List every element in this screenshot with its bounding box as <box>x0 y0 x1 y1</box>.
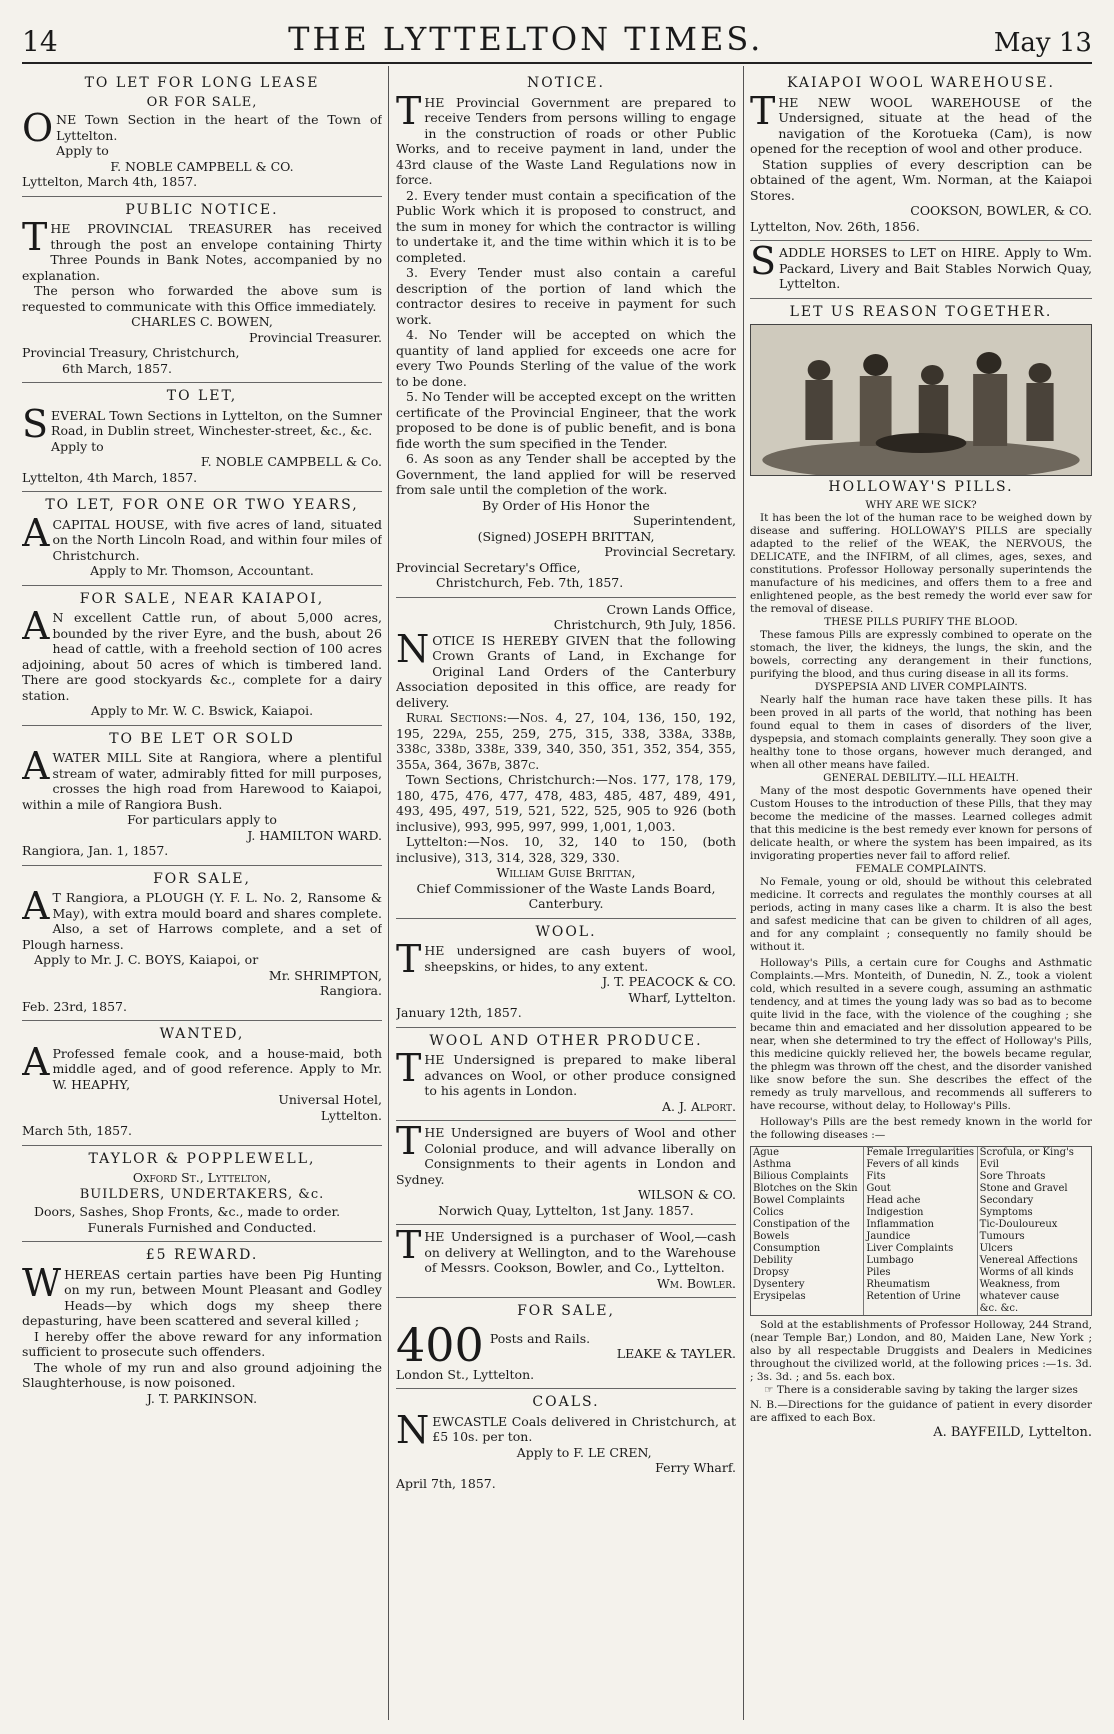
ad-signature: WILSON & CO. <box>638 1187 736 1202</box>
ad-body: THE NEW WOOL WAREHOUSE of the Undersigned, situate at the head of the navigation of the Korotueka (Cam), is now opened for the reception of wool and other produce. <box>750 88 1092 156</box>
ad-wool <box>396 919 736 1028</box>
ad-office: Crown Lands Office, <box>606 601 736 617</box>
disease-item: Bilious Complaints <box>753 1170 849 1182</box>
ad-date: Christchurch, 9th July, 1856. <box>553 617 736 632</box>
disease-item: Head ache <box>866 1194 921 1206</box>
disease-item: Bowel Complaints <box>753 1194 845 1206</box>
ad-body: ONE Town Section in the heart of the Town of Lyttelton. <box>22 106 382 150</box>
ad-rural-sections: Rural Sections:—Nos. 4, 27, 104, 136, 150, 192, 195, 229a, 255, 259, 275, 315, 338, 338a, 338b, 338c, 338d, 338e, 339, 340, 350, 351, 352, 354, 355, 355a, 364, 367b, 387c. <box>396 710 736 772</box>
disease-item: Liver Complaints <box>866 1242 954 1254</box>
ad-apply: Apply to <box>51 438 104 454</box>
ad-role: Provincial Secretary. <box>604 544 736 559</box>
disease-item: Retention of Urine <box>866 1290 961 1302</box>
ad-wool-produce <box>396 1028 736 1122</box>
ad-heading: FOR SALE, NEAR KAIAPOI, <box>79 590 325 607</box>
ad-body: NOTICE IS HEREBY GIVEN that the following Crown Grants of Land, in Exchange for Original Land Orders of the Canterbury Association deposited in this office, are ready for delivery. <box>396 626 736 710</box>
ad-address: Oxford St., Lyttelton, <box>132 1170 272 1185</box>
ad-body: I hereby offer the above reward for any information sufficient to prosecute such offenders. <box>22 1328 382 1359</box>
ad-heading: WOOL AND OTHER PRODUCE. <box>429 1032 703 1049</box>
ad-date: Lyttelton, March 4th, 1857. <box>22 174 198 189</box>
ad-date: March 5th, 1857. <box>22 1123 133 1138</box>
ad-place: Lyttelton. <box>320 1107 382 1123</box>
ad-signature: William Guise Brittan, <box>496 865 636 880</box>
section-heading: FEMALE COMPLAINTS. <box>855 862 987 875</box>
column-2 <box>396 70 736 1718</box>
diseases-intro: Holloway's Pills are the best remedy known in the world for the following diseases :— <box>750 1115 1092 1141</box>
ad-signature: J. T. PARKINSON. <box>146 1390 258 1406</box>
diseases-column <box>978 1147 1091 1315</box>
disease-item: Tic-Douloureux <box>979 1218 1058 1230</box>
testimonial: Holloway's Pills, a certain cure for Coughs and Asthmatic Complaints.—Mrs. Monteith, of Dunedin, N. Z., took a violent cold, which resulted in a severe cough, assuming an asthmatic tendency, and at times the young lady was so bad as to become quite livid in the face, with the violence of the coughing ; she became thin and emaciated and her dissolution appeared to be near, when she determined to try the effect of Holloway's Pills, this medicine quickly relieved her, the bowels became regular, the phlegm was thrown off the chest, and the disorder vanished like snow before the sun. She describes the effect of the remedy as truly marvellous, and recommends all sufferers to have recourse, without delay, to Holloway's Pills. <box>750 956 1092 1112</box>
section-body: Nearly half the human race have taken these pills. It has been proved in all parts of the world, that nothing has been found equal to them in cases of disorders of the liver, dyspepsia, and stomach complaints generally. They soon give a healthy tone to those organs, however much deranged, and when all other means have failed. <box>750 693 1092 771</box>
ad-body: ACAPITAL HOUSE, with five acres of land, situated on the North Lincoln Road, and within four miles of Christchurch. <box>22 510 382 563</box>
ad-body: Posts and Rails. <box>489 1330 591 1346</box>
disease-item: Dysentery <box>753 1278 805 1290</box>
ad-to-let-sections <box>22 383 382 492</box>
ad-reward <box>22 1242 382 1412</box>
page-number: 14 <box>22 25 58 58</box>
ad-body: THE Undersigned is a purchaser of Wool,—cash on delivery at Wellington, and to the Warehouse of Messrs. Cookson, Bowler, and Co., Lyttelton. <box>396 1223 736 1275</box>
ad-body: Station supplies of every description can be obtained of the agent, Wm. Norman, at the Kaiapoi Stores. <box>750 156 1092 203</box>
disease-item: Fits <box>866 1170 886 1182</box>
ad-heading: TO LET, FOR ONE OR TWO YEARS, <box>45 497 359 513</box>
ad-apply: Apply to Mr. J. C. BOYS, Kaiapoi, or <box>34 952 259 967</box>
diseases-column <box>864 1147 977 1315</box>
ad-heading: PUBLIC NOTICE. <box>125 201 279 218</box>
section-body: It has been the lot of the human race to be weighed down by disease and suffering. HOLLOWAY'S PILLS are specially adapted to the relief of the WEAK, the NERVOUS, the DELICATE, and the INFIRM, of all climes, ages, sexes, and constitutions. Professor Holloway personally superintends the manufacture of his medicines, and offers them to a free and enlightened people, as the best remedy the world ever saw for the removal of disease. <box>750 511 1092 615</box>
ad-clause: 5. No Tender will be accepted except on the written certificate of the Provincial Engineer, that the work proposed to be done is of public benefit, and is bona fide worth the sum specified in the Tender. <box>396 389 736 451</box>
ad-signature: Mr. SHRIMPTON, <box>268 967 382 983</box>
section-heading: WHY ARE WE SICK? <box>865 498 977 511</box>
diseases-column <box>751 1147 864 1315</box>
ad-body: AN excellent Cattle run, of about 5,000 acres, bounded by the river Eyre, and the bush, about 26 head of cattle, with a freehold section of 100 acres adjoining, about 50 acres of which is timbered land. There are good stockyards &c., complete for a dairy station. <box>22 604 382 703</box>
ad-heading: COALS. <box>532 1394 600 1410</box>
ad-signature: F. NOBLE CAMPBELL & CO. <box>110 158 294 174</box>
section-body: These famous Pills are expressly combined to operate on the stomach, the liver, the kidneys, the lungs, the skin, and the bowels, correcting any derangement in their functions, purifying the blood, and thus curing disease in all its forms. <box>750 628 1092 680</box>
directions-note: N. B.—Directions for the guidance of patient in every disorder are affixed to each Box. <box>750 1398 1092 1424</box>
ad-place: Wharf, Lyttelton. <box>628 989 736 1005</box>
column-divider <box>743 66 744 1720</box>
ad-body: The whole of my run and also ground adjoining the Slaughterhouse, is now poisoned. <box>22 1359 382 1390</box>
disease-item: Dropsy <box>753 1266 790 1278</box>
ad-saddle-horses <box>750 241 1092 299</box>
ad-town-sections: Town Sections, Christchurch:—Nos. 177, 178, 179, 180, 475, 476, 477, 478, 483, 485, 487, 489, 491, 493, 495, 497, 519, 521, 522, 525, 905 to 926 (both inclusive), 993, 995, 997, 999, 1,001, 1,003. <box>396 772 736 834</box>
column-3 <box>750 70 1092 1718</box>
section-heading: DYSPEPSIA AND LIVER COMPLAINTS. <box>814 680 1028 693</box>
ad-tenders-notice <box>396 70 736 598</box>
ad-place: Canterbury. <box>528 896 604 911</box>
ad-place: Universal Hotel, <box>278 1092 382 1107</box>
ad-apply: Apply to Mr. Thomson, Accountant. <box>90 563 314 578</box>
ad-body: AT Rangiora, a PLOUGH (Y. F. L. No. 2, Ransome & May), with extra mould board and shares complete. Also, a set of Harrows complete, and a set of Plough harness. <box>22 884 382 952</box>
ad-heading: KAIAPOI WOOL WAREHOUSE. <box>787 75 1055 91</box>
ad-heading: TO BE LET OR SOLD <box>109 730 295 747</box>
ad-body: WHEREAS certain parties have been Pig Hunting on my run, between Mount Pleasant and Godley Heads—by which dogs my sheep there depasturing, have been scattered and several killed ; <box>22 1260 382 1328</box>
disease-item: Ague <box>753 1146 779 1158</box>
ad-body: THE undersigned are cash buyers of wool, sheepskins, or hides, to any extent. <box>396 937 736 981</box>
ad-heading: FOR SALE, <box>517 1303 615 1319</box>
ad-posts-rails <box>396 1298 736 1389</box>
section-heading: GENERAL DEBILITY.—ILL HEALTH. <box>823 771 1019 784</box>
disease-item: Sore Throats <box>979 1170 1046 1182</box>
ad-role: Provincial Treasurer. <box>248 329 382 345</box>
ad-coals <box>396 1389 736 1497</box>
disease-item: &c. &c. <box>979 1302 1019 1314</box>
ad-holloways-pills <box>750 299 1092 1447</box>
ad-cattle-run <box>22 586 382 726</box>
ad-heading: LET US REASON TOGETHER. <box>789 303 1053 320</box>
disease-item: Venereal Affections <box>979 1254 1078 1266</box>
ad-date: January 12th, 1857. <box>396 1005 522 1020</box>
ad-body: SADDLE HORSES to LET on HIRE. Apply to Wm. Packard, Livery and Bait Stables Norwich Quay, Lyttelton. <box>750 239 1092 291</box>
masthead <box>22 8 1092 58</box>
ad-signature: COOKSON, BOWLER, & CO. <box>910 203 1092 218</box>
ad-taylor-popplewell <box>22 1146 382 1243</box>
ad-signature: J. HAMILTON WARD. <box>247 827 382 843</box>
disease-item: Consumption <box>753 1242 821 1254</box>
ad-clause: 3. Every Tender must also contain a careful description of the portion of land which the contractor desires to receive in payment for such work. <box>396 265 736 327</box>
ad-heading: NOTICE. <box>527 75 605 91</box>
ad-body: THE Undersigned are buyers of Wool and other Colonial produce, and will advance liberally on Consignments to their agents in London and Sydney. <box>396 1119 736 1187</box>
ad-lyttelton-sections: Lyttelton:—Nos. 10, 32, 140 to 150, (both inclusive), 313, 314, 328, 329, 330. <box>396 834 736 865</box>
sale-info: Sold at the establishments of Professor Holloway, 244 Strand, (near Temple Bar,) London, and 80, Maiden Lane, New York ; also by all respectable Druggists and Dealers in Medicines throughout the civilized world, at the following prices :—1s. 3d. ; 3s. 3d. ; and 5s. each box. <box>750 1318 1092 1383</box>
engraving-figures-icon <box>751 325 1091 475</box>
ad-trade: BUILDERS, UNDERTAKERS, &c. <box>79 1186 325 1202</box>
disease-item: Jaundice <box>866 1230 911 1242</box>
ad-date: Rangiora, Jan. 1, 1857. <box>22 843 169 858</box>
ad-plough-sale <box>22 866 382 1022</box>
ad-heading: £5 REWARD. <box>145 1247 259 1263</box>
ad-apply: Apply to Mr. W. C. Bswick, Kaiapoi. <box>90 703 314 718</box>
disease-item: Rheumatism <box>866 1278 930 1290</box>
ad-water-mill <box>22 726 382 866</box>
ad-wilson-co <box>396 1121 736 1225</box>
ad-signature: A. J. Alport. <box>662 1098 736 1114</box>
ad-apply: Apply to F. LE CREN, <box>516 1444 652 1460</box>
disease-item: Piles <box>866 1266 891 1278</box>
disease-item: Erysipelas <box>753 1290 806 1302</box>
ad-body: Funerals Furnished and Conducted. <box>87 1219 317 1235</box>
ad-signature: LEAKE & TAYLER. <box>616 1346 736 1361</box>
saving-note-text: There is a considerable saving by taking the larger sizes <box>776 1383 1078 1396</box>
ad-apply: Apply to <box>56 143 109 158</box>
ad-heading: TAYLOR & POPPLEWELL, <box>88 1150 316 1167</box>
ad-signature: CHARLES C. BOWEN, <box>131 314 273 329</box>
ad-body: AWATER MILL Site at Rangiora, where a plentiful stream of water, admirably fitted for mill purposes, crosses the high road from Harewood to Kaiapoi, within a mile of Rangiora Bush. <box>22 744 382 812</box>
ad-place: London St., Lyttelton. <box>396 1366 535 1382</box>
ad-capital-house <box>22 492 382 586</box>
disease-item: Secondary Symptoms <box>979 1194 1034 1218</box>
disease-item: Colics <box>753 1206 784 1218</box>
disease-item: Gout <box>866 1182 891 1194</box>
ad-office: Provincial Secretary's Office, <box>396 559 581 575</box>
ad-quantity: 400 <box>396 1322 484 1367</box>
ad-signature: Wm. Bowler. <box>656 1275 736 1291</box>
ad-body: The person who forwarded the above sum is requested to communicate with this Office immediately. <box>22 283 382 314</box>
disease-item: Debility <box>753 1254 793 1266</box>
pointing-hand-icon: ☞ <box>764 1383 777 1396</box>
ad-wool-purchaser <box>396 1225 736 1298</box>
disease-item: Indigestion <box>866 1206 924 1218</box>
disease-item: Asthma <box>753 1158 792 1170</box>
disease-item: Ulcers <box>979 1242 1013 1254</box>
ad-body: THE Provincial Government are prepared to receive Tenders from persons willing to engage in the construction of roads or other Public Works, and to receive payment in land, under the 43rd clause of the Waste Land Regulations now in force. <box>396 88 736 187</box>
ad-clause: 6. As soon as any Tender shall be accepted by the Government, the land applied for will be reserved from sale until the completion of the work. <box>396 451 736 497</box>
ad-title: HOLLOWAY'S PILLS. <box>828 479 1014 495</box>
ad-body: THE PROVINCIAL TREASURER has received through the post an envelope containing Thirty Three Pounds in Bank Notes, accompanied by no explanation. <box>22 215 382 283</box>
section-heading: THESE PILLS PURIFY THE BLOOD. <box>824 615 1018 628</box>
ad-kaiapoi-warehouse <box>750 70 1092 241</box>
ad-clause: 4. No Tender will be accepted on which the quantity of land applied for exceeds one acre for every Two Pounds Sterling of the value of the work to be done. <box>396 327 736 389</box>
ad-wanted <box>22 1021 382 1146</box>
ad-date: Norwich Quay, Lyttelton, 1st Jany. 1857. <box>438 1202 694 1218</box>
ad-public-notice <box>22 197 382 384</box>
ad-signature: F. NOBLE CAMPBELL & Co. <box>200 454 382 469</box>
ad-signature: J. T. PEACOCK & CO. <box>602 974 736 989</box>
issue-date: May 13 <box>993 28 1092 58</box>
ad-body: SEVERAL Town Sections in Lyttelton, on the Sumner Road, in Dublin street, Winchester-street, &c., &c. <box>22 401 382 446</box>
ad-clause: 2. Every tender must contain a specification of the Public Work which it is proposed to construct, and the sum in money for which the contractor is willing to undertake it, and the time within which it is to be completed. <box>396 187 736 265</box>
ad-date: 6th March, 1857. <box>62 360 173 376</box>
ad-place: Ferry Wharf. <box>655 1460 736 1475</box>
ad-place: Rangiora. <box>319 983 382 998</box>
engraving-illustration <box>750 324 1092 476</box>
ad-date: Christchurch, Feb. 7th, 1857. <box>436 575 624 590</box>
ad-place: Provincial Treasury, Christchurch, <box>22 345 240 360</box>
ad-apply: For particulars apply to <box>127 812 277 827</box>
ad-body: NEWCASTLE Coals delivered in Christchurch, at £5 10s. per ton. <box>396 1407 736 1452</box>
ad-heading: WOOL. <box>535 923 597 940</box>
ad-date: Lyttelton, Nov. 26th, 1856. <box>750 218 920 234</box>
disease-item: Blotches on the Skin <box>753 1182 858 1194</box>
ad-date: Feb. 23rd, 1857. <box>22 998 127 1014</box>
disease-item: Lumbago <box>866 1254 914 1266</box>
disease-item: Weakness, from whatever cause <box>979 1278 1061 1302</box>
disease-item: Stone and Gravel <box>979 1182 1068 1194</box>
disease-item: Fevers of all kinds <box>866 1158 959 1170</box>
ad-long-lease <box>22 70 382 197</box>
ad-order: By Order of His Honor the <box>482 497 650 513</box>
disease-item: Female Irregularities <box>866 1146 975 1158</box>
ad-heading: WANTED, <box>159 1026 245 1042</box>
ad-order: Superintendent, <box>633 513 736 528</box>
disease-item: Worms of all kinds <box>979 1266 1074 1278</box>
section-body: Many of the most despotic Governments have opened their Custom Houses to the introduction of these Pills, that they may become the medicine of the masses. Learned colleges admit that this medicine is the best remedy ever known for persons of delicate health, or where the system has been impaired, as its invigorating properties never fail to afford relief. <box>750 784 1092 862</box>
disease-item: Tumours <box>979 1230 1025 1242</box>
ad-body: THE Undersigned is prepared to make liberal advances on Wool, or other produce consigned to his agents in London. <box>396 1046 736 1098</box>
column-divider <box>388 66 389 1720</box>
disease-item: Inflammation <box>866 1218 934 1230</box>
ad-body: Doors, Sashes, Shop Fronts, &c., made to order. <box>34 1204 341 1219</box>
newspaper-title: THE LYTTELTON TIMES. <box>288 20 764 58</box>
ad-signature: (Signed) JOSEPH BRITTAN, <box>477 528 655 544</box>
ad-role: Chief Commissioner of the Waste Lands Board, <box>416 880 716 896</box>
ad-crown-grants <box>396 598 736 919</box>
header-rule <box>22 62 1092 64</box>
section-body: No Female, young or old, should be without this celebrated medicine. It corrects and regulates the monthly courses at all periods, acting in many cases like a charm. It is also the best and safest medicine that can be given to children of all ages, and for any complaint ; consequently no family should be without it. <box>750 875 1092 953</box>
diseases-table <box>750 1146 1092 1316</box>
ad-heading: TO LET, <box>166 388 238 404</box>
ad-signature: A. BAYFEILD, Lyttelton. <box>933 1424 1092 1440</box>
disease-item: Scrofula, or King's Evil <box>979 1146 1074 1170</box>
disease-item: Constipation of the Bowels <box>753 1218 850 1242</box>
column-1 <box>22 70 382 1718</box>
saving-note <box>750 1384 1092 1397</box>
ad-heading: TO LET FOR LONG LEASE <box>84 75 320 91</box>
ad-body: AProfessed female cook, and a house-maid, both middle aged, and of good reference. Apply to Mr. W. HEAPHY, <box>22 1039 382 1092</box>
ad-date: Lyttelton, 4th March, 1857. <box>22 469 198 485</box>
ad-heading: FOR SALE, <box>153 870 251 887</box>
ad-date: April 7th, 1857. <box>396 1475 496 1491</box>
ad-subheading: OR FOR SALE, <box>146 94 258 110</box>
